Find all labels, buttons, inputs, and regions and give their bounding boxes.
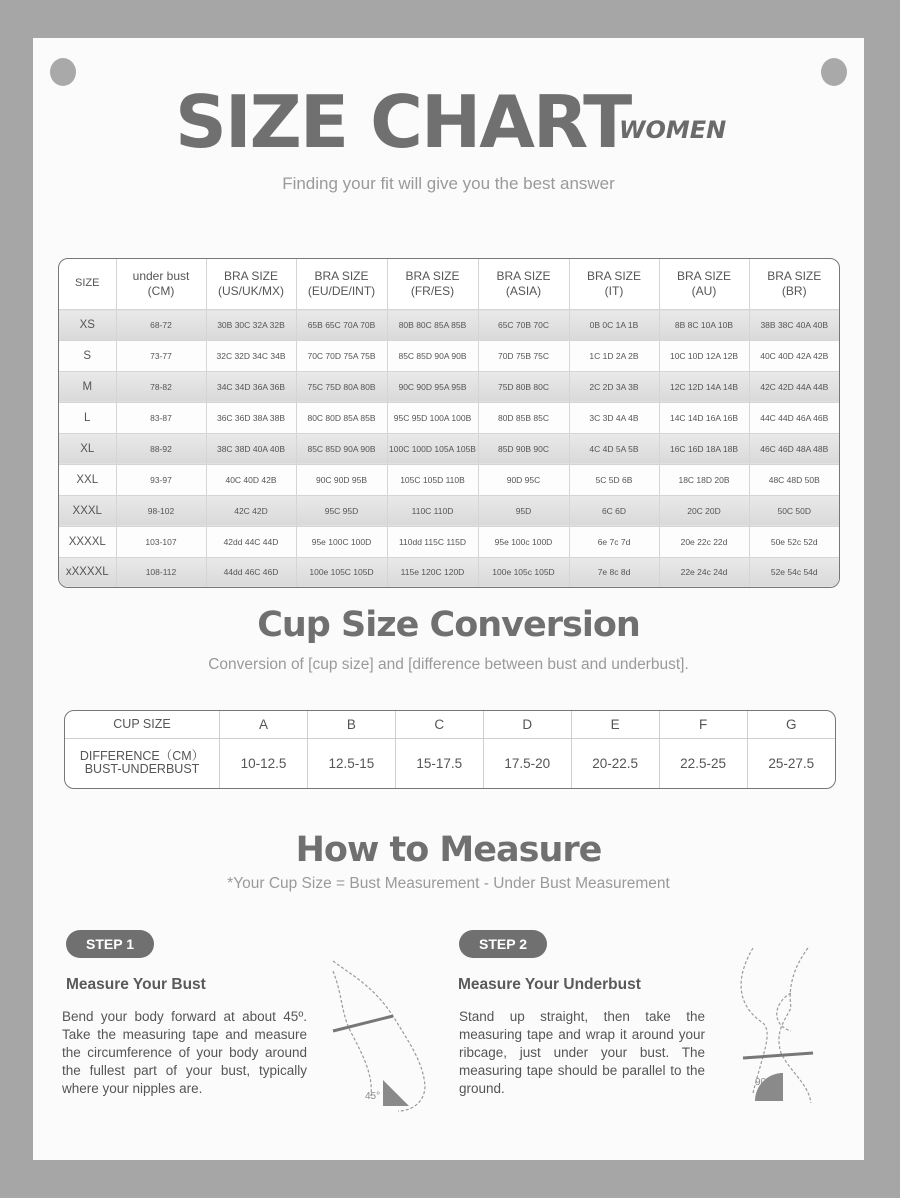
size-table-header-5 (478, 259, 569, 310)
size-row-5 (59, 464, 839, 495)
header-line2: (EU/DE/INT) (307, 284, 376, 298)
size-cell: 18C 18D 20B (659, 464, 749, 495)
bust-measure-illustration (313, 956, 443, 1116)
size-cell: 38B 38C 40A 40B (749, 310, 839, 341)
size-table-header-8 (749, 259, 839, 310)
size-label: XS (59, 310, 116, 341)
size-cell: 78-82 (116, 371, 206, 402)
size-cell: 68-72 (116, 310, 206, 341)
size-cell: 46C 46D 48A 48B (749, 433, 839, 464)
cup-letter: A (220, 711, 308, 738)
cup-letter: F (659, 711, 747, 738)
size-cell: 73-77 (116, 340, 206, 371)
size-cell: 22e 24c 24d (659, 557, 749, 587)
step1-angle: 45° (365, 1091, 381, 1102)
size-row-4 (59, 433, 839, 464)
size-cell: 2C 2D 3A 3B (569, 371, 659, 402)
size-cell: 70C 70D 75A 75B (296, 340, 387, 371)
size-cell: 10C 10D 12A 12B (659, 340, 749, 371)
step1-body: Bend your body forward at about 45º. Take the measuring tape and measure the circumference of your body around the fullest part of your bust, typically where your nipples are. (62, 1009, 307, 1096)
header-line1: SIZE (75, 277, 100, 290)
size-label: XXL (59, 464, 116, 495)
size-cell: 3C 3D 4A 4B (569, 402, 659, 433)
page-title: SIZE CHART (175, 80, 631, 164)
size-cell: 93-97 (116, 464, 206, 495)
size-cell: 44dd 46C 46D (206, 557, 296, 587)
size-row-7 (59, 526, 839, 557)
size-table-header-2 (206, 259, 296, 310)
difference-label (65, 738, 220, 788)
header-line1: BRA SIZE (314, 269, 369, 283)
difference-row (65, 738, 835, 788)
step2-heading: Measure Your Underbust (458, 976, 641, 993)
cup-section-title: Cup Size Conversion (257, 605, 640, 645)
cup-difference: 15-17.5 (395, 738, 483, 788)
size-cell: 80C 80D 85A 85B (296, 402, 387, 433)
cup-letter: E (571, 711, 659, 738)
size-cell: 110dd 115C 115D (387, 526, 478, 557)
size-cell: 32C 32D 34C 34B (206, 340, 296, 371)
cup-letter: C (395, 711, 483, 738)
size-cell: 38C 38D 40A 40B (206, 433, 296, 464)
size-cell: 1C 1D 2A 2B (569, 340, 659, 371)
cup-table (64, 710, 836, 789)
size-cell: 42dd 44C 44D (206, 526, 296, 557)
size-cell: 7e 8c 8d (569, 557, 659, 587)
size-cell: 20e 22c 22d (659, 526, 749, 557)
punch-hole-left (50, 58, 76, 86)
size-cell: 95C 95D 100A 100B (387, 402, 478, 433)
size-cell: 90C 90D 95B (296, 464, 387, 495)
size-cell: 6e 7c 7d (569, 526, 659, 557)
header-line2: (FR/ES) (410, 284, 455, 298)
size-cell: 85D 90B 90C (478, 433, 569, 464)
header-line1: BRA SIZE (586, 269, 642, 283)
difference-label-line2: BUST-UNDERBUST (84, 762, 200, 777)
size-cell: 80D 85B 85C (478, 402, 569, 433)
measure-section-note: *Your Cup Size = Bust Measurement - Under Bust Measurement (227, 875, 670, 892)
cup-section-note: Conversion of [cup size] and [difference between bust and underbust]. (208, 656, 689, 673)
size-cell: 115e 120C 120D (387, 557, 478, 587)
size-cell: 75D 80B 80C (478, 371, 569, 402)
size-cell: 12C 12D 14A 14B (659, 371, 749, 402)
size-label: S (59, 340, 116, 371)
size-cell: 52e 54c 54d (749, 557, 839, 587)
size-cell: 95e 100C 100D (296, 526, 387, 557)
size-cell: 14C 14D 16A 16B (659, 402, 749, 433)
size-cell: 80B 80C 85A 85B (387, 310, 478, 341)
size-cell: 103-107 (116, 526, 206, 557)
size-table (58, 258, 840, 588)
measure-section-title: How to Measure (295, 830, 602, 870)
page-subtitle: Finding your fit will give you the best answer (282, 174, 615, 193)
cup-letter: B (307, 711, 395, 738)
size-cell: 85C 85D 90A 90B (387, 340, 478, 371)
size-cell: 85C 85D 90A 90B (296, 433, 387, 464)
size-cell: 65C 70B 70C (478, 310, 569, 341)
header-line1: BRA SIZE (767, 269, 822, 283)
cup-difference: 17.5-20 (483, 738, 571, 788)
size-label: M (59, 371, 116, 402)
size-cell: 83-87 (116, 402, 206, 433)
size-cell: 34C 34D 36A 36B (206, 371, 296, 402)
size-cell: 42C 42D 44A 44B (749, 371, 839, 402)
size-cell: 8B 8C 10A 10B (659, 310, 749, 341)
size-cell: 108-112 (116, 557, 206, 587)
size-table-header-3 (296, 259, 387, 310)
step2-pill: STEP 2 (459, 930, 547, 958)
size-cell: 95e 100c 100D (478, 526, 569, 557)
size-row-8 (59, 557, 839, 587)
size-label: XL (59, 433, 116, 464)
step1-pill: STEP 1 (66, 930, 154, 958)
size-cell: 20C 20D (659, 495, 749, 526)
size-cell: 88-92 (116, 433, 206, 464)
cup-letter: G (747, 711, 835, 738)
cup-size-row (65, 711, 835, 738)
size-cell: 4C 4D 5A 5B (569, 433, 659, 464)
size-cell: 40C 40D 42A 42B (749, 340, 839, 371)
size-table-header-0 (59, 259, 116, 310)
difference-label-line1: DIFFERENCE（CM） (79, 748, 205, 763)
size-label: XXXL (59, 495, 116, 526)
cup-difference: 22.5-25 (659, 738, 747, 788)
cup-difference: 10-12.5 (220, 738, 308, 788)
size-cell: 70D 75B 75C (478, 340, 569, 371)
size-cell: 95C 95D (296, 495, 387, 526)
header-line1: BRA SIZE (405, 269, 460, 283)
size-table-header (59, 259, 839, 310)
header-line2: (US/UK/MX) (218, 284, 284, 298)
size-cell: 42C 42D (206, 495, 296, 526)
size-label: L (59, 402, 116, 433)
size-row-3 (59, 402, 839, 433)
size-cell: 30B 30C 32A 32B (206, 310, 296, 341)
header-line2: (BR) (781, 284, 807, 298)
cup-difference: 20-22.5 (571, 738, 659, 788)
size-cell: 110C 110D (387, 495, 478, 526)
cup-difference: 12.5-15 (307, 738, 395, 788)
step2-body: Stand up straight, then take the measuring tape and wrap it around your ribcage, just under your bust. The measuring tape should be parallel to the ground. (459, 1009, 705, 1096)
header-line1: BRA SIZE (676, 269, 732, 283)
size-cell: 75C 75D 80A 80B (296, 371, 387, 402)
size-cell: 98-102 (116, 495, 206, 526)
size-table-header-1 (116, 259, 206, 310)
size-cell: 65B 65C 70A 70B (296, 310, 387, 341)
size-cell: 100e 105C 105D (296, 557, 387, 587)
size-row-6 (59, 495, 839, 526)
size-row-2 (59, 371, 839, 402)
size-cell: 90C 90D 95A 95B (387, 371, 478, 402)
size-cell: 36C 36D 38A 38B (206, 402, 296, 433)
cup-size-label: CUP SIZE (65, 711, 220, 738)
size-cell: 5C 5D 6B (569, 464, 659, 495)
size-table-header-4 (387, 259, 478, 310)
size-cell: 90D 95C (478, 464, 569, 495)
title-tag: WOMEN (619, 116, 727, 144)
header-line2: (AU) (691, 284, 717, 298)
size-cell: 6C 6D (569, 495, 659, 526)
size-cell: 50e 52c 52d (749, 526, 839, 557)
size-cell: 16C 16D 18A 18B (659, 433, 749, 464)
size-cell: 48C 48D 50B (749, 464, 839, 495)
size-cell: 50C 50D (749, 495, 839, 526)
cup-letter: D (483, 711, 571, 738)
header-line1: BRA SIZE (223, 269, 279, 283)
cup-difference: 25-27.5 (747, 738, 835, 788)
size-chart-card (33, 38, 864, 1160)
step1-heading: Measure Your Bust (66, 976, 206, 993)
underbust-measure-illustration (713, 943, 828, 1108)
size-row-1 (59, 340, 839, 371)
size-cell: 100e 105c 105D (478, 557, 569, 587)
header-line1: BRA SIZE (496, 269, 551, 283)
size-cell: 0B 0C 1A 1B (569, 310, 659, 341)
step2-angle: 90° (755, 1077, 771, 1088)
size-cell: 44C 44D 46A 46B (749, 402, 839, 433)
size-cell: 40C 40D 42B (206, 464, 296, 495)
size-cell: 95D (478, 495, 569, 526)
header-line1: under bust (132, 269, 190, 283)
size-cell: 100C 100D 105A 105B (387, 433, 478, 464)
header-line2: (CM) (147, 284, 175, 298)
header-line2: (IT) (604, 284, 624, 298)
size-cell: 105C 105D 110B (387, 464, 478, 495)
size-row-0 (59, 310, 839, 341)
punch-hole-right (821, 58, 847, 86)
size-table-header-6 (569, 259, 659, 310)
header-line2: (ASIA) (505, 284, 542, 298)
size-table-header-7 (659, 259, 749, 310)
size-label: xXXXXL (59, 557, 116, 587)
size-label: XXXXL (59, 526, 116, 557)
